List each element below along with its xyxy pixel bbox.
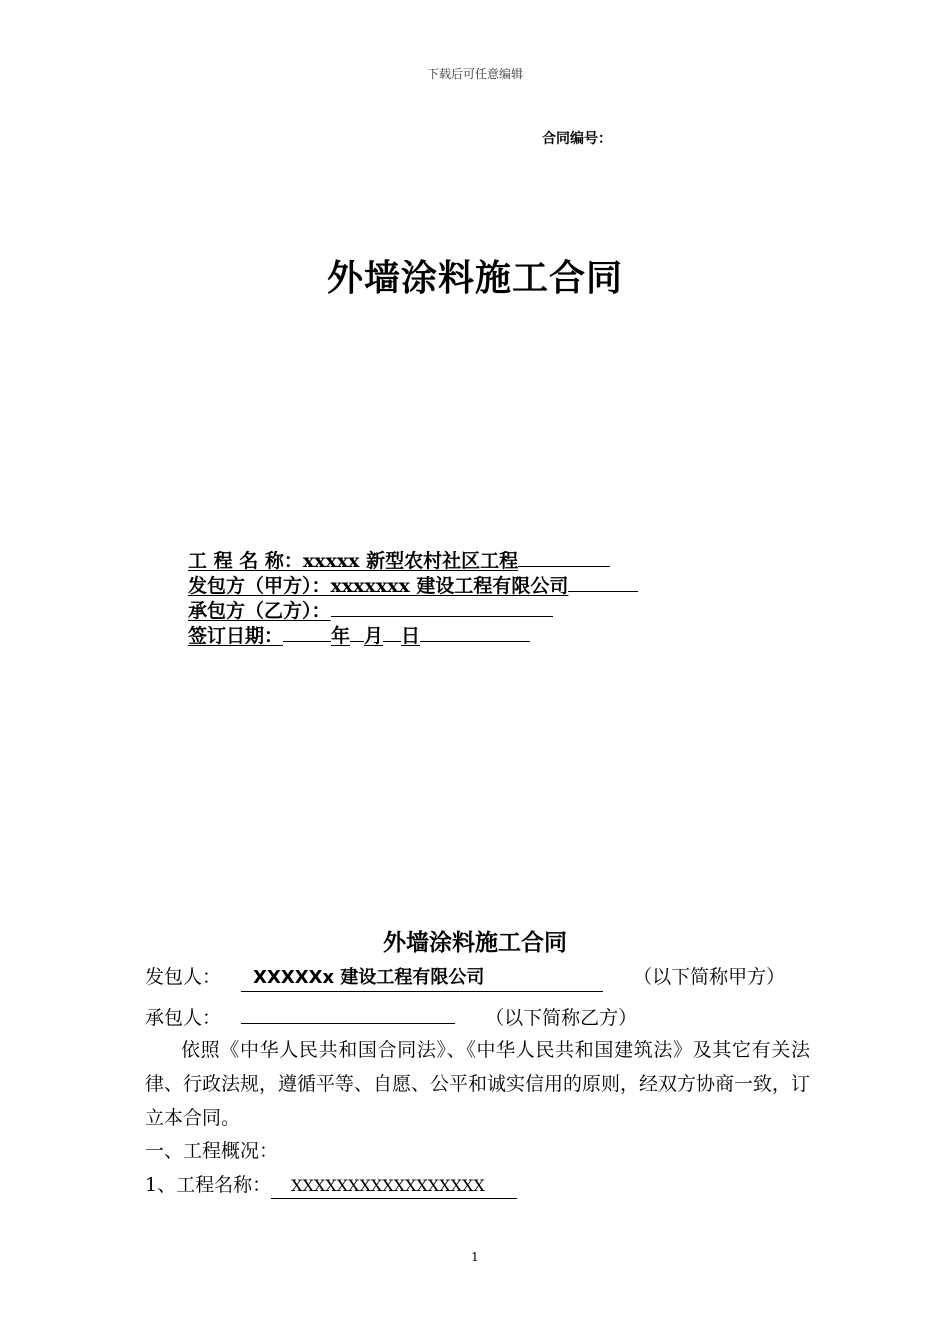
header-note: 下载后可任意编辑 <box>426 67 523 81</box>
item-1-line <box>145 1168 517 1202</box>
party-b-blank <box>331 596 553 617</box>
project-name-value: xxxxx 新型农村社区工程 <box>302 550 519 572</box>
day-label: 日 <box>401 625 421 647</box>
item-1-value: XXXXXXXXXXXXXXXXX <box>271 1174 517 1199</box>
section-1-heading: 一、工程概况： <box>145 1140 279 1162</box>
party-a-blank <box>568 571 638 592</box>
contractor-value: XXXXXx 建设工程有限公司 <box>241 965 603 992</box>
subcontractor-line <box>145 997 637 1035</box>
sign-date-line <box>188 621 530 648</box>
contractor-note: （以下简称甲方） <box>633 966 786 988</box>
party-a-value: xxxxxxx 建设工程有限公司 <box>330 575 569 597</box>
day-blank <box>383 621 401 642</box>
date-trailing-blank <box>420 621 530 642</box>
party-a-label: 发包方（甲方）： <box>188 575 331 597</box>
party-b-line <box>188 596 553 623</box>
contractor-line <box>145 960 785 994</box>
month-label: 月 <box>364 625 384 647</box>
month-blank-leading <box>350 621 364 642</box>
subcontractor-label: 承包人： <box>145 1007 222 1029</box>
year-label: 年 <box>331 625 351 647</box>
page-number: 1 <box>471 1250 479 1264</box>
project-name-blank <box>518 546 610 567</box>
project-name-line <box>188 546 610 573</box>
sign-date-label: 签订日期： <box>188 625 284 647</box>
contract-number-label: 合同编号： <box>542 131 612 147</box>
item-1-label: 1、工程名称： <box>145 1174 272 1196</box>
contractor-label: 发包人： <box>145 966 222 988</box>
subcontractor-note: （以下简称乙方） <box>485 1007 638 1029</box>
party-a-line <box>188 571 638 598</box>
body-title: 外墙涂料施工合同 <box>383 930 567 956</box>
subcontractor-blank <box>241 997 455 1024</box>
cover-title: 外墙涂料施工合同 <box>326 258 623 299</box>
party-b-label: 承包方（乙方）： <box>188 600 331 622</box>
intro-paragraph: 依照《中华人民共和国合同法》、《中华人民共和国建筑法》及其它有关法律、行政法规，遵循平等、自愿、公平和诚实信用的原则，经双方协商一致，订立本合同。 <box>145 1039 811 1129</box>
project-name-label: 工 程 名 称： <box>188 550 303 572</box>
year-blank <box>283 621 331 642</box>
